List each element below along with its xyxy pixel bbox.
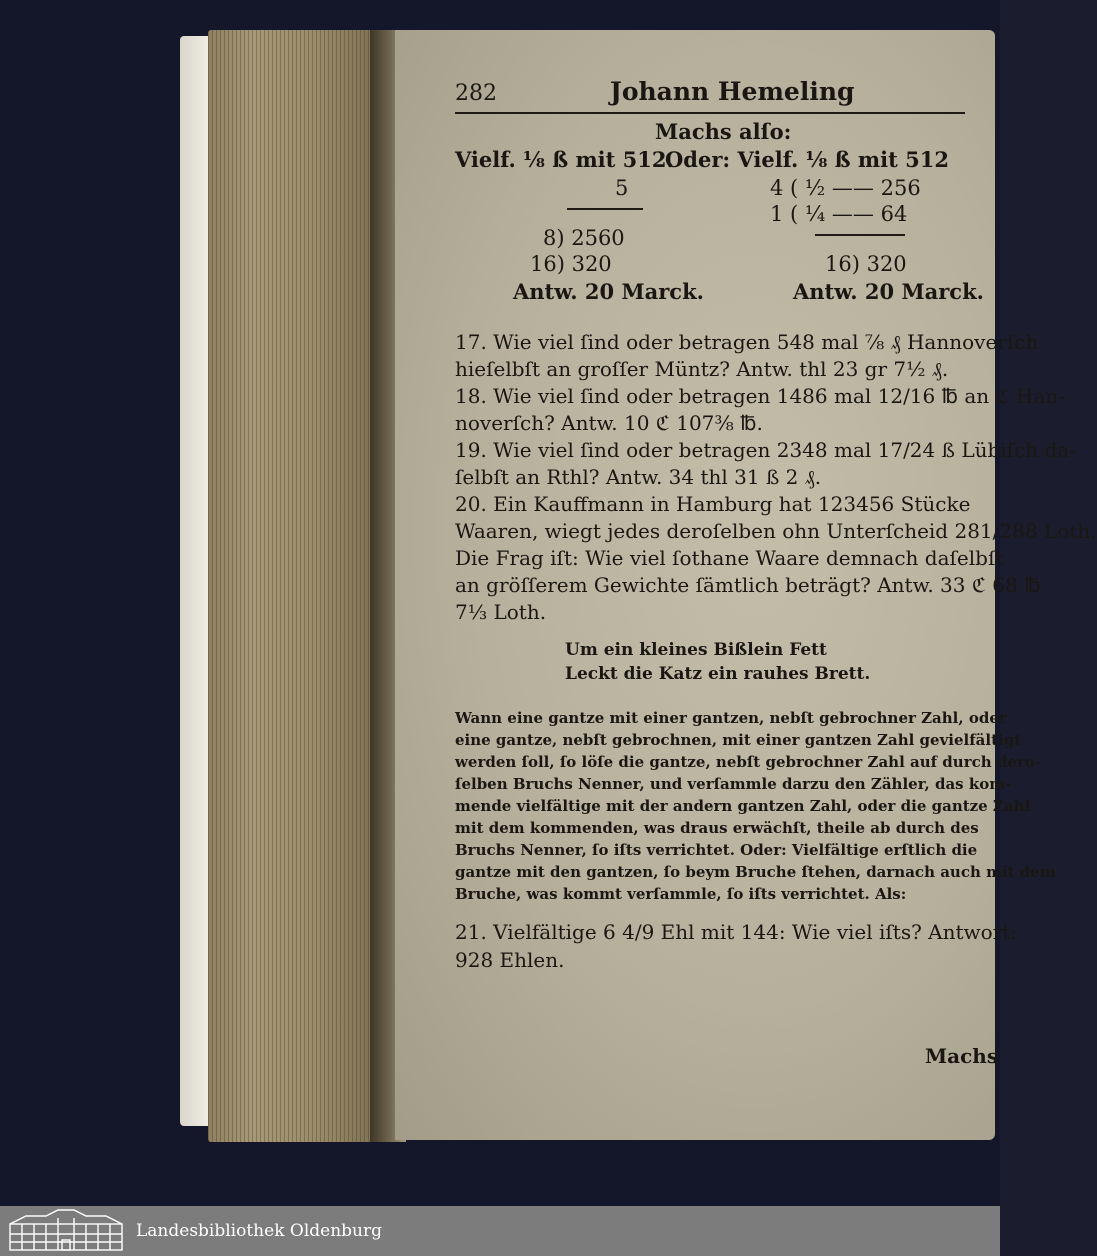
problem-17-line1: 17. Wie viel ſind oder betragen 548 mal ⅞ ₰ Hannoverſch [455, 330, 1039, 354]
catchword: Machs [925, 1044, 999, 1068]
calc-left-answer: Antw. 20 Marck. [513, 279, 704, 304]
rule-line8: gantze mit den gantzen, ſo beym Bruche ſtehen, darnach auch mit dem [455, 863, 1056, 881]
page-block-edge [208, 30, 383, 1142]
rule-line7: Bruchs Nenner, ſo iſts verrichtet. Oder: Vielfältige erſtlich die [455, 841, 978, 859]
verse-line2: Leckt die Katz ein rauhes Brett. [565, 664, 871, 684]
library-building-logo-icon [6, 1210, 126, 1252]
problem-20-line3: Die Frag iſt: Wie viel ſothane Waare demnach daſelbſt [455, 546, 1004, 570]
rule-line3: werden ſoll, ſo löſe die gantze, nebſt gebrochner Zahl auf durch dero- [455, 753, 1042, 771]
calc-right-answer: Antw. 20 Marck. [793, 279, 984, 304]
calc-left-rule [567, 208, 643, 210]
problem-20-line1: 20. Ein Kauffmann in Hamburg hat 123456 Stücke [455, 492, 971, 516]
problem-20-line2: Waaren, wiegt jedes deroſelben ohn Unterſcheid 281/288 Loth. [455, 519, 1097, 543]
verse-line1: Um ein kleines Bißlein Fett [565, 640, 827, 660]
problem-18-line1: 18. Wie viel ſind oder betragen 1486 mal 12/16 ℔ an ℭ Han- [455, 384, 1065, 408]
header-rule [455, 112, 965, 114]
calc-right-line4: 16) 320 [825, 252, 907, 276]
problem-20-line4: an gröſſerem Gewichte ſämtlich beträgt? Antw. 33 ℭ 68 ℔ [455, 573, 1041, 597]
rule-line4: ſelben Bruchs Nenner, und verſammle darzu den Zähler, das kom- [455, 775, 1012, 793]
calc-right-rule [815, 234, 905, 236]
footer-institution-name: Landesbibliothek Oldenburg [136, 1221, 383, 1241]
problem-19-line2: ſelbſt an Rthl? Antw. 34 thl 31 ß 2 ₰. [455, 465, 822, 489]
printed-page [395, 30, 1097, 1140]
calc-left-line3: 8) 2560 [543, 226, 625, 250]
calc-right-line2: 4 ( ½ —— 256 [770, 176, 921, 200]
rule-line1: Wann eine gantze mit einer gantzen, nebſt gebrochner Zahl, oder [455, 709, 1007, 727]
rule-line6: mit dem kommenden, was draus erwächſt, theile ab durch des [455, 819, 979, 837]
footer-bar [0, 1206, 1000, 1256]
page-number: 282 [455, 81, 497, 106]
problem-17-line2: hieſelbſt an groſſer Müntz? Antw. thl 23 gr 7½ ₰. [455, 357, 949, 381]
calc-title: Machs alſo: [655, 119, 792, 144]
calc-right-line1: Oder: Vielf. ⅛ ß mit 512 [665, 147, 949, 172]
calc-left-line2: 5 [615, 176, 629, 200]
calc-left-line4: 16) 320 [530, 252, 612, 276]
problem-21-line1: 21. Vielfältige 6 4/9 Ehl mit 144: Wie viel iſts? Antwort: [455, 920, 1018, 944]
calc-left-line1: Vielf. ⅛ ß mit 512. [455, 147, 674, 172]
calc-right-line3: 1 ( ¼ —— 64 [770, 202, 908, 226]
problem-21-line2: 928 Ehlen. [455, 948, 565, 972]
problem-18-line2: noverſch? Antw. 10 ℭ 107⅜ ℔. [455, 411, 763, 435]
rule-line2: eine gantze, nebſt gebrochnen, mit einer gantzen Zahl gevielfältigt [455, 731, 1022, 749]
running-title: Johann Hemeling [610, 77, 855, 106]
problem-20-line5: 7⅓ Loth. [455, 600, 547, 624]
problem-19-line1: 19. Wie viel ſind oder betragen 2348 mal 17/24 ß Lübiſch da- [455, 438, 1077, 462]
rule-line9: Bruche, was kommt verſammle, ſo iſts verrichtet. Als: [455, 885, 907, 903]
rule-line5: mende vielfältige mit der andern gantzen Zahl, oder die gantze Zahl [455, 797, 1031, 815]
